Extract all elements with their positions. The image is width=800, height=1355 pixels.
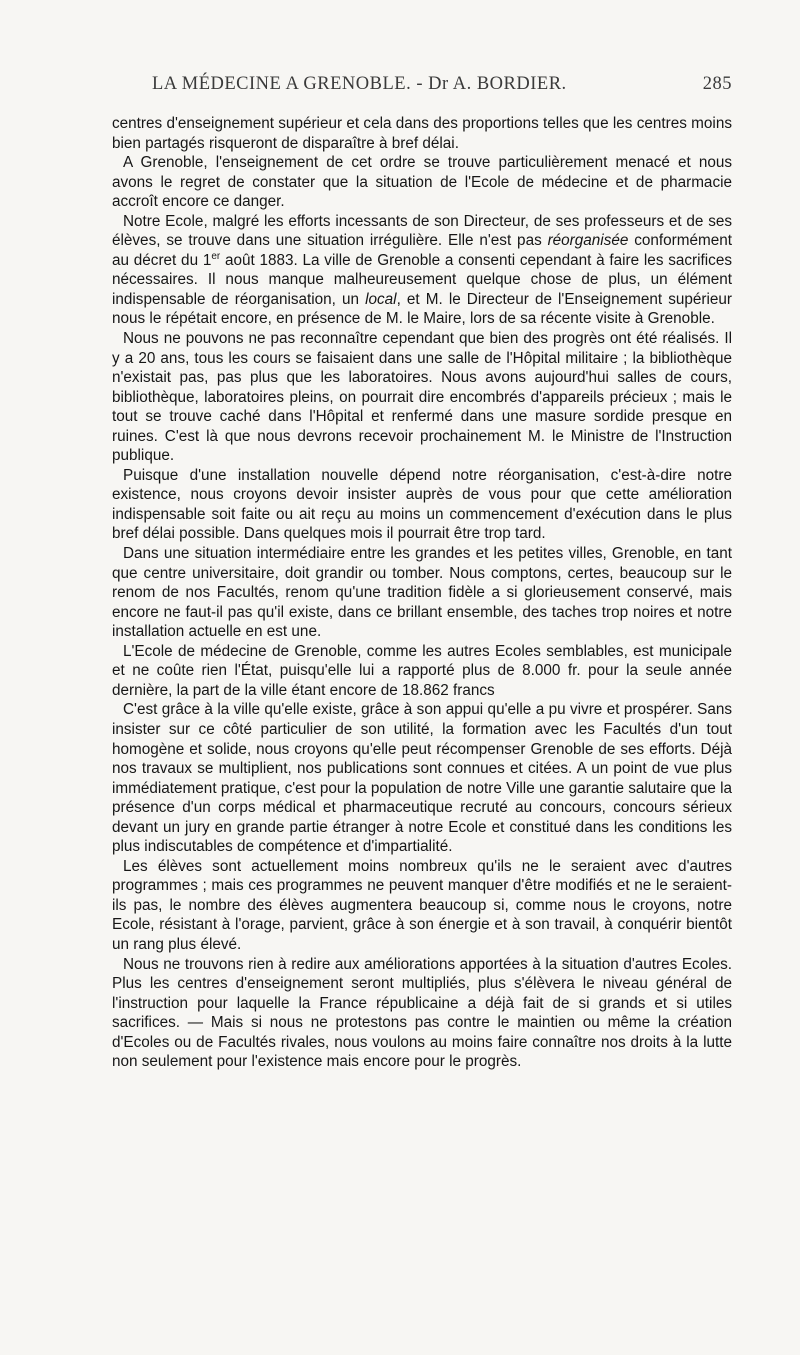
paragraph [112, 212, 732, 329]
text-run: Dans une situation intermédiaire entre les grandes et les petites villes, Grenoble, en tant que centre universitaire, doit grandir ou tomber. Nous comptons, certes, beaucoup sur le renom de nos Facultés, renom qu'une tradition fidèle a si glorieusement conservé, mais encore ne faut-il pas qu'il existe, dans ce brillant ensemble, des taches trop noires et notre installation actuelle en est une. [112, 545, 732, 641]
italic-term: local [365, 290, 397, 308]
paragraph [112, 857, 732, 955]
paragraph [112, 153, 732, 212]
text-run: Les élèves sont actuellement moins nombreux qu'ils ne le seraient avec d'autres programmes ; mais ces programmes ne peuvent manquer d'être modifiés et ne le seraient-ils pas, le nombre des élèves augmentera beaucoup si, comme nous le croyons, notre Ecole, résistant à l'orage, parvient, grâce à son énergie et à son travail, à conquérir bientôt un rang plus élevé. [112, 857, 732, 953]
paragraph [112, 544, 732, 642]
paragraph [112, 642, 732, 701]
paragraph [112, 114, 732, 153]
paragraph [112, 466, 732, 544]
paragraph [112, 955, 732, 1072]
text-run: L'Ecole de médecine de Grenoble, comme les autres Ecoles semblables, est municipale et ne coûte rien l'État, puisqu'elle lui a rapporté plus de 8.000 fr. pour la seule année dernière, la part de la ville étant encore de 18.862 francs [112, 642, 732, 699]
text-run: Notre Ecole, malgré les efforts incessants de son Directeur, de ses professeurs et de ses élèves, se trouve dans une situation irrégulière. Elle n'est pas [112, 212, 732, 250]
text-run: Nous ne pouvons ne pas reconnaître cependant que bien des progrès ont été réalisés. Il y a 20 ans, tous les cours se faisaient dans une salle de l'Hôpital militaire ; la bibliothèque n'existait pas, pas plus que les laboratoires. Nous avons aujourd'hui salles de cours, bibliothèque, laboratoires pleins, on pourrait dire encombrés d'appareils précieux ; mais le tout se trouve caché dans l'Hôpital et renfermé dans une masure sordide presque en ruines. C'est là que nous devrons recevoir prochainement M. le Ministre de l'Instruction publique. [112, 330, 732, 465]
paragraph [112, 700, 732, 856]
paragraph [112, 329, 732, 466]
text-run: centres d'enseignement supérieur et cela dans des proportions telles que les centres moins bien partagés risqueront de disparaître à bref délai. [112, 115, 732, 152]
text-run: Nous ne trouvons rien à redire aux améliorations apportées à la situation d'autres Ecoles. Plus les centres d'enseignement seront multipliés, plus s'élèvera le niveau général de l'instruction pour laquelle la France républicaine a déjà fait de si grands et si utiles sacrifices. — Mais si nous ne protestons pas contre le maintien ou même la création d'Ecoles ou de Facultés rivales, nous voulons au moins faire connaître nos droits à la lutte non seulement pour l'existence mais encore pour le progrès. [112, 955, 732, 1071]
text-run: conformément au décret du 1 [112, 232, 732, 269]
superscript: er [211, 250, 221, 262]
body-text [112, 114, 732, 1072]
text-run: Puisque d'une installation nouvelle dépend notre réorganisation, c'est-à-dire notre existence, nous croyons devoir insister auprès de vous pour que cette amélioration indispensable soit faite ou ait reçu au moins un commencement d'exécution dans le plus bref délai possible. Dans quelques mois il pourrait être trop tard. [112, 466, 732, 543]
italic-term: réorganisée [547, 232, 629, 250]
running-head [112, 74, 732, 100]
text-run: , et M. le Directeur de l'Enseignement supérieur nous le répétait encore, en présence de M. le Maire, lors de sa récente visite à Grenoble. [112, 290, 733, 328]
text-run: C'est grâce à la ville qu'elle existe, grâce à son appui qu'elle a pu vivre et prospérer. Sans insister sur ce côté particulier de son utilité, la formation avec les Facultés d'un tout homogène et solide, nous croyons qu'elle peut récompenser Grenoble de ses efforts. Déjà nos travaux se multiplient, nos publications sont connues et citées. A un point de vue plus immédiatement pratique, c'est pour la population de notre Ville une garantie salutaire que la présence d'un corps médical et pharmaceutique recruté au concours, concours sérieux devant un jury en grande partie étranger à notre Ecole et constitué dans les conditions les plus indiscutables de compétence et d'impartialité. [112, 701, 733, 856]
page-number: 285 [702, 74, 732, 94]
text-run: août 1883. La ville de Grenoble a consenti cependant à faire les sacrifices nécessaires. Il nous manque malheureusement quelque chose de plus, un élément indispensable de réorganisation, un [112, 251, 732, 308]
text-run: A Grenoble, l'enseignement de cet ordre se trouve particulièrement menacé et nous avons le regret de constater que la situation de l'Ecole de médecine et de pharmacie accroît encore ce danger. [112, 154, 732, 211]
running-title: LA MÉDECINE A GRENOBLE. - Dr A. BORDIER. [152, 74, 567, 94]
